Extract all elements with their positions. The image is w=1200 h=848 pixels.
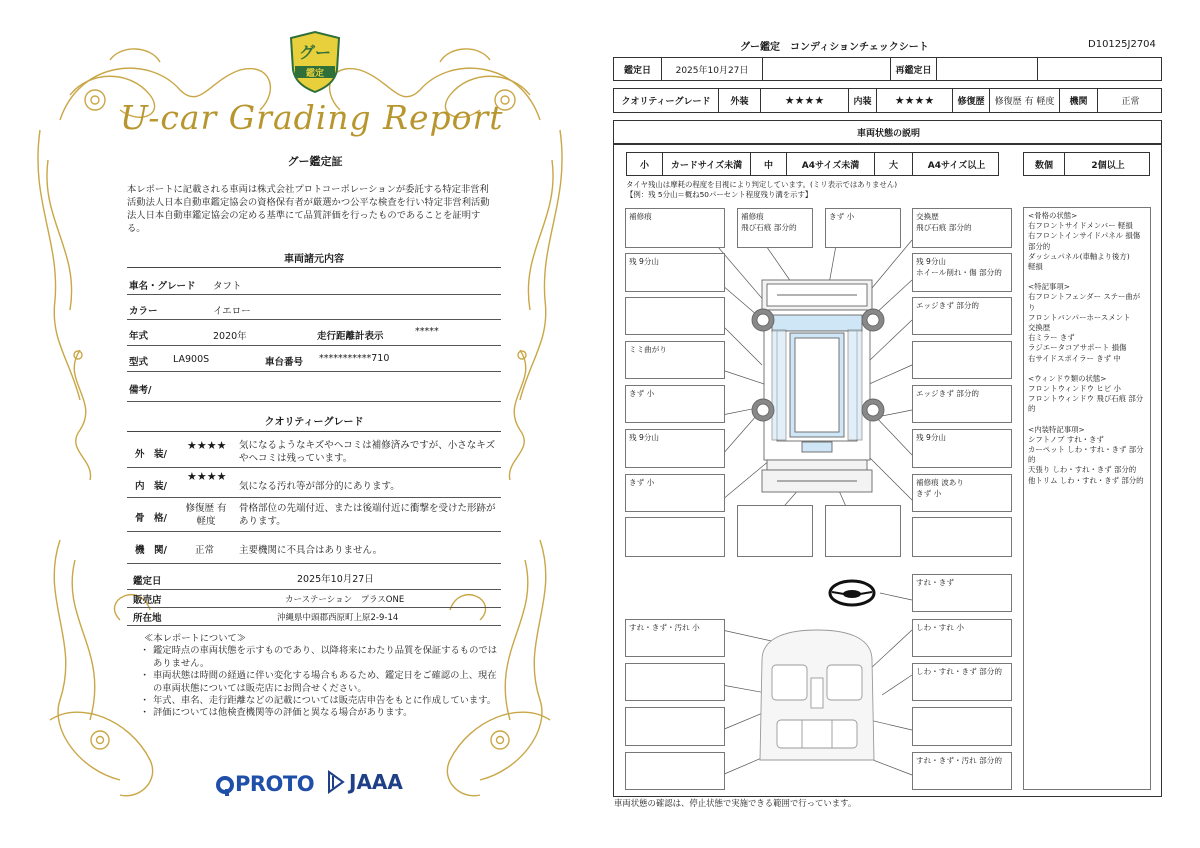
row-color — [127, 295, 501, 320]
interior-description: 気になる汚れ等が部分的にあります。 — [239, 481, 400, 492]
int-box — [625, 752, 725, 790]
size-mid: 中 — [751, 153, 787, 175]
name-value: タフト — [213, 281, 242, 292]
size-legend — [626, 152, 999, 176]
mileage-label: 走行距離計表示 — [317, 331, 384, 342]
exterior-label: 外 装/ — [135, 449, 167, 460]
row-date — [127, 566, 501, 590]
count-label: 数個 — [1024, 153, 1065, 175]
spec-section-title: 車両諸元内容 — [284, 254, 344, 265]
ext-box — [912, 517, 1012, 557]
row-address — [127, 608, 501, 626]
exterior-label: 外装 — [719, 89, 761, 112]
condition-title-row — [613, 120, 1162, 144]
date-value: 2025年10月27日 — [297, 574, 374, 585]
ext-box: エッジきず 部分的 — [912, 297, 1012, 335]
remarks-label: 備考/ — [129, 385, 152, 396]
tire-notice: タイヤ残山は摩耗の程度を目視により判定しています。(ミリ表示ではありません) 【例：残 5分山＝概ね50パーセント程度残り溝を示す】 — [626, 180, 898, 199]
condition-title: 車両状態の説明 — [856, 128, 920, 139]
special-items-notes: <特記事項> 右フロントフェンダー ステー曲がり フロントバンパーホースメント 交換歴 右ミラー きず ラジエータコアサポート 損傷 右サイドスポイラー きず 中 — [1028, 282, 1141, 363]
document-number: D10125J2704 — [1088, 39, 1156, 50]
exterior-stars: ★★★★ — [187, 439, 227, 452]
divider — [127, 266, 501, 268]
ext-box — [825, 505, 901, 557]
size-small-desc: カードサイズ未満 — [663, 153, 751, 175]
year-value: 2020年 — [213, 331, 247, 342]
special-notes-panel — [1023, 207, 1151, 790]
reinspection-value — [937, 58, 1038, 80]
blank-cell — [763, 58, 891, 80]
engine-value: 正常 — [1121, 97, 1140, 107]
row-remarks — [127, 372, 501, 402]
exterior-description: 気になるようなキズやヘコミは補修済みですが、小さなキズやヘコミは残っています。 — [239, 440, 496, 464]
inspection-date-label: 鑑定日 — [614, 58, 662, 80]
size-mid-desc: A4サイズ未満 — [787, 153, 875, 175]
mileage-value: ***** — [415, 326, 439, 337]
count-value: 2個以上 — [1091, 160, 1125, 171]
note-item: ・ 車両状態は時間の経過に伴い変化する場合もあるため、鑑定日をご確認の上、現在の車両状態については販売店にお問合せください。 — [140, 670, 500, 695]
exterior-stars: ★★★★ — [761, 89, 849, 112]
int-box — [912, 707, 1012, 746]
int-box: しわ・すれ 小 — [912, 619, 1012, 657]
row-interior — [127, 468, 501, 498]
row-engine — [127, 532, 501, 564]
proto-logo: PROTO — [216, 772, 314, 796]
note-item: ・ 年式、車名、走行距離などの記載については販売店申告をもとに作成しています。 — [140, 695, 500, 707]
repair-value: 修復歴 有 軽度 — [990, 89, 1060, 112]
frame-description: 骨格部位の先端付近、または後端付近に衝撃を受けた形跡があります。 — [239, 503, 496, 527]
interior-label: 内 装/ — [135, 481, 167, 492]
ext-box — [625, 517, 725, 557]
ext-box — [912, 341, 1012, 379]
size-large: 大 — [875, 153, 913, 175]
interior-special-notes: <内装特記事項> シフトノブ すれ・きず カーペット しわ・すれ・きず 部分的 天張り しわ・すれ・きず 部分的 他トリム しわ・すれ・きず 部分的 — [1028, 424, 1144, 485]
color-value: イエロー — [213, 306, 251, 317]
row-frame — [127, 498, 501, 532]
notes-heading: ≪本レポートについて≫ — [144, 633, 247, 644]
ext-box: ミミ曲がり — [625, 341, 725, 379]
date-label: 鑑定日 — [133, 576, 162, 587]
ext-box: きず 小 — [625, 385, 725, 423]
row-year — [127, 320, 501, 346]
quality-grade-row — [613, 88, 1162, 113]
svg-text:グー: グー — [298, 43, 332, 62]
chassis-label: 車台番号 — [265, 357, 304, 368]
size-small: 小 — [627, 153, 663, 175]
count-legend — [1023, 152, 1150, 176]
jaaa-mark-icon — [327, 770, 345, 794]
note-item: ・ 鑑定時点の車両状態を示すものであり、以降将来にわたり品質を保証するものではありません。 — [140, 645, 500, 670]
engine-description: 主要機関に不具合はありません。 — [239, 545, 383, 556]
ext-box: 交換歴 飛び石痕 部分的 — [912, 208, 1012, 248]
ext-box: 残 9分山 — [625, 429, 725, 468]
address-value: 沖縄県中頭郡西原町上原2-9-14 — [277, 613, 399, 623]
window-condition-notes: <ウィンドウ類の状態> フロントウィンドウ ヒビ 小 フロントウィンドウ 飛び石痕 部分的 — [1028, 373, 1144, 414]
steering-wheel-icon — [830, 581, 874, 605]
goo-kantei-emblem-icon — [287, 30, 343, 94]
int-box: すれ・きず・汚れ 部分的 — [912, 752, 1012, 790]
engine-label: 機 関/ — [135, 545, 167, 556]
int-box — [625, 707, 725, 746]
dealer-label: 販売店 — [133, 595, 162, 606]
name-label: 車名・グレード — [129, 281, 196, 292]
ext-box: 残 9分山 ホイール削れ・傷 部分的 — [912, 253, 1012, 292]
reinspection-label: 再鑑定日 — [891, 58, 937, 80]
ext-box: 補修痕 — [625, 208, 725, 248]
row-exterior — [127, 434, 501, 468]
sheet-title: グー鑑定 コンディションチェックシート — [740, 42, 929, 53]
int-box: すれ・きず — [912, 574, 1012, 612]
inspection-date-value: 2025年10月27日 — [662, 58, 763, 80]
ext-box: 補修痕 波あり きず 小 — [912, 474, 1012, 512]
int-box: しわ・すれ・きず 部分的 — [912, 663, 1012, 701]
year-label: 年式 — [129, 331, 149, 342]
ext-box — [737, 505, 813, 557]
engine-value: 正常 — [195, 545, 215, 556]
interior-stars: ★★★★ — [877, 89, 953, 112]
grade-label: クオリティーグレード — [614, 89, 719, 112]
quality-section-title: クオリティーグレード — [264, 417, 364, 428]
repair-label: 修復歴 — [953, 89, 990, 112]
chassis-value: ***********710 — [319, 353, 390, 364]
ext-box: エッジきず 部分的 — [912, 385, 1012, 423]
ext-box — [625, 297, 725, 335]
script-title: U-car Grading Report — [120, 98, 504, 137]
proto-mark-icon — [216, 776, 234, 794]
row-name — [127, 270, 501, 295]
footer-note: 車両状態の確認は、停止状態で実施できる範囲で行っています。 — [614, 798, 857, 808]
row-dealer — [127, 590, 501, 608]
report-notes — [140, 633, 500, 720]
ext-box: 残 9分山 — [912, 429, 1012, 468]
note-item: ・ 評価については他検査機関等の評価と異なる場合があります。 — [140, 707, 500, 719]
int-box — [625, 663, 725, 701]
interior-stars: ★★★★ — [187, 470, 227, 483]
int-box: すれ・きず・汚れ 小 — [625, 619, 725, 657]
certificate-title: グー鑑定証 — [287, 155, 343, 168]
divider — [127, 430, 501, 432]
frame-value: 修復歴 有 軽度 — [185, 503, 227, 527]
model-label: 型式 — [129, 357, 149, 368]
ext-box: きず 小 — [825, 208, 901, 248]
blank-cell — [1038, 58, 1163, 80]
certificate-body: 本レポートに記載される車両は株式会社プロトコーポレーションが委託する特定非営利活動法人日本自動車鑑定協会の資格保有者が厳選かつ公平な検査を行い特定非営利活動法人日本自動車鑑定協会の定める基準にて品質評価を行ったものであることを証明する。 — [127, 184, 490, 234]
ext-box: 残 9分山 — [625, 253, 725, 292]
frame-condition-notes: <骨格の状態> 右フロントサイドメンバー 軽損 右フロントインサイドパネル 損傷 部分的 ダッシュパネル(車軸より後方) 軽損 — [1028, 211, 1141, 272]
frame-label: 骨 格/ — [135, 513, 167, 524]
dealer-value: カーステーション プラスONE — [285, 595, 405, 605]
jaaa-logo: JAAA — [327, 770, 403, 794]
size-large-desc: A4サイズ以上 — [927, 160, 986, 171]
color-label: カラー — [129, 306, 158, 317]
engine-label: 機関 — [1060, 89, 1098, 112]
ext-box: 補修痕 飛び石痕 部分的 — [737, 208, 813, 248]
ext-box: きず 小 — [625, 474, 725, 512]
dates-row — [613, 57, 1162, 81]
address-label: 所在地 — [133, 613, 162, 624]
model-value: LA900S — [173, 354, 210, 365]
svg-text:鑑定: 鑑定 — [305, 69, 325, 79]
interior-label: 内装 — [849, 89, 877, 112]
row-model — [127, 346, 501, 372]
